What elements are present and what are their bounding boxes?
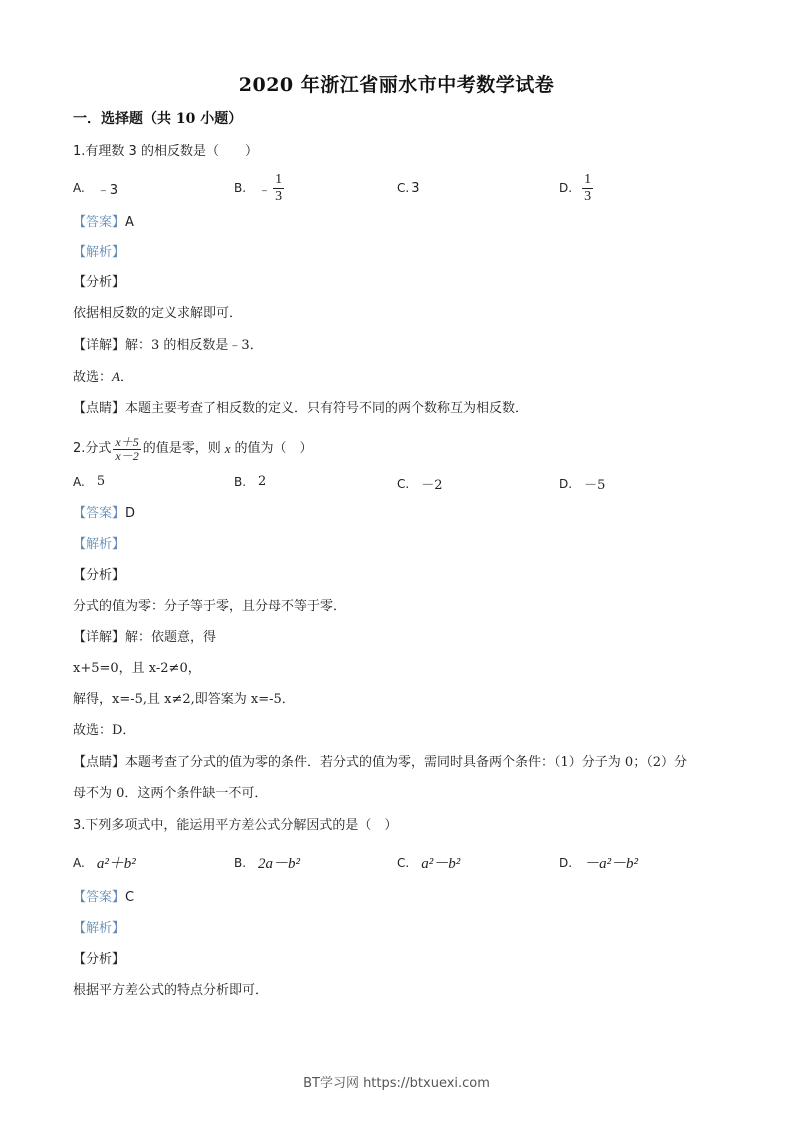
q1-fenxi-text: 依据相反数的定义求解即可． (73, 306, 243, 321)
q2-answer: 【答案】D (73, 506, 136, 521)
q2-detail-line-2: 解得，x=-5,且 x≠2,即答案为 x=-5． (73, 692, 295, 707)
fraction: $\frac{1}{3}$ (584, 171, 592, 204)
q2-comment: 【点睛】本题考查了分式的值为零的条件．若分式的值为零，需同时具备两个条件：（1）分子为 0；（2）分 (73, 755, 687, 770)
q2-fenxi-text: 分式的值为零：分子等于零，且分母不等于零． (73, 599, 347, 614)
question-2-stem: 2.分式 $\frac{x+5}{x-2}$ 的值是零，则 x 的值为（ ） (73, 434, 313, 463)
q2-analysis-label: 【解析】 (73, 537, 126, 552)
q3-fenxi-label: 【分析】 (73, 952, 126, 967)
q1-answer: 【答案】A (73, 215, 134, 230)
q1-choice: 故选：A． (73, 369, 133, 385)
question-1-stem: 1.有理数 3 的相反数是（ ） (73, 144, 258, 159)
q1-detail: 【详解】解：3 的相反数是﹣3． (73, 338, 263, 353)
q2-option-b: B. 2 (234, 474, 267, 489)
fraction: $\frac{1}{3}$ (275, 171, 283, 204)
q1-option-c: C. 3 (397, 180, 420, 196)
q2-comment-cont: 母不为 0．这两个条件缺一不可． (73, 786, 268, 801)
fraction: $\frac{x+5}{x-2}$ (115, 434, 139, 463)
q1-comment: 【点睛】本题主要考查了相反数的定义．只有符号不同的两个数称互为相反数． (73, 401, 529, 416)
q1-option-b: B. ﹣ $\frac{1}{3}$ (234, 171, 283, 204)
q2-detail: 【详解】解：依题意，得 (73, 630, 217, 645)
q1-fenxi-label: 【分析】 (73, 275, 126, 290)
q3-analysis-label: 【解析】 (73, 921, 126, 936)
q2-option-a: A. 5 (73, 474, 106, 489)
q3-answer: 【答案】C (73, 890, 135, 905)
q2-option-d: D. －5 (559, 476, 606, 493)
q2-choice: 故选：D． (73, 723, 136, 738)
section-heading: 一．选择题（共 10 小题） (73, 111, 243, 127)
q2-option-c: C. －2 (397, 476, 443, 493)
q1-analysis-label: 【解析】 (73, 245, 126, 260)
footer-watermark: BT学习网 https://btxuexi.com (303, 1076, 490, 1091)
q3-option-a: A. a²＋b² (73, 855, 136, 872)
q2-detail-line-1: x+5=0，且 x-2≠0， (73, 661, 201, 676)
page-title: 2020 年浙江省丽水市中考数学试卷 (238, 74, 555, 96)
question-3-stem: 3.下列多项式中，能运用平方差公式分解因式的是（ ） (73, 818, 398, 833)
q3-option-d: D. －a²－b² (559, 855, 639, 872)
q1-option-d: D. $\frac{1}{3}$ (559, 171, 592, 204)
q3-fenxi-text: 根据平方差公式的特点分析即可． (73, 983, 269, 998)
q3-option-b: B. 2a－b² (234, 855, 301, 872)
q2-fenxi-label: 【分析】 (73, 568, 126, 583)
q3-option-c: C. a²－b² (397, 855, 461, 872)
q1-option-a: A. ﹣3 (73, 181, 119, 198)
